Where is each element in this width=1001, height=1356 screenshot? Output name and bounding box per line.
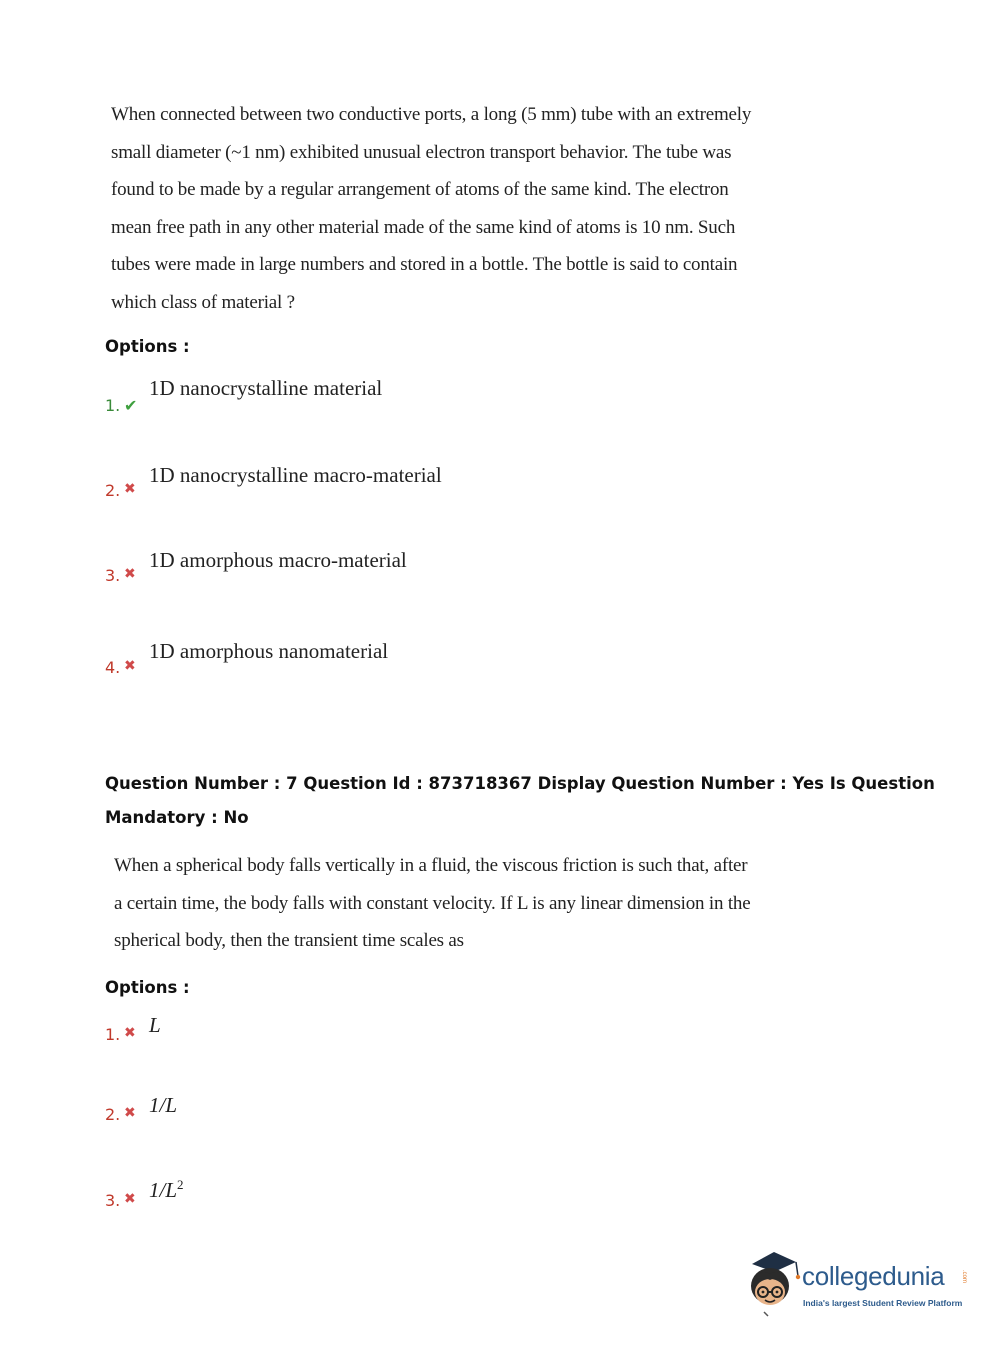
cross-icon: ✖ xyxy=(124,566,136,582)
option-1 xyxy=(105,376,705,436)
option-number: 1. xyxy=(105,396,121,415)
passage-line: found to be made by a regular arrangement of atoms of the same kind. The electron xyxy=(111,179,729,200)
option-number: 3. xyxy=(105,566,121,585)
passage-line: small diameter (~1 nm) exhibited unusual electron transport behavior. The tube was xyxy=(111,141,732,163)
cross-icon: ✖ xyxy=(124,1025,136,1041)
option-number: 1. xyxy=(105,1025,121,1044)
cross-icon: ✖ xyxy=(124,481,136,497)
option-number: 2. xyxy=(105,481,121,500)
mascot-icon xyxy=(744,1250,802,1320)
cross-icon: ✖ xyxy=(124,658,136,674)
passage-line: When connected between two conductive ports, a long (5 mm) tube with an extremely xyxy=(111,104,752,125)
option-2 xyxy=(105,1093,705,1145)
option-text-base: 1/L xyxy=(149,1178,178,1202)
option-number: 3. xyxy=(105,1191,121,1210)
passage-line: When a spherical body falls vertically in a fluid, the viscous friction is such that, after xyxy=(114,855,748,876)
cross-icon: ✖ xyxy=(124,1105,136,1121)
options-label: Options : xyxy=(105,337,190,356)
option-text xyxy=(149,1177,184,1203)
option-text: 1D nanocrystalline material xyxy=(149,376,383,400)
header-line: Mandatory : No xyxy=(105,808,249,827)
option-number: 2. xyxy=(105,1105,121,1124)
option-1 xyxy=(105,1013,705,1065)
cross-icon: ✖ xyxy=(124,1191,136,1207)
passage-line: tubes were made in large numbers and stored in a bottle. The bottle is said to contain xyxy=(111,254,738,275)
option-text: 1D amorphous macro-material xyxy=(149,548,407,572)
question-6-passage xyxy=(111,96,752,321)
option-3 xyxy=(105,1177,705,1231)
option-text: 1D nanocrystalline macro-material xyxy=(149,463,442,487)
logo-suffix: .com xyxy=(961,1270,967,1284)
question-7-header xyxy=(105,767,935,835)
option-text: L xyxy=(149,1013,161,1037)
logo-tagline: India's largest Student Review Platform xyxy=(803,1298,963,1308)
option-text-exponent: 2 xyxy=(177,1177,184,1192)
option-text: 1/L xyxy=(149,1093,178,1117)
options-label: Options : xyxy=(105,978,190,997)
passage-line: mean free path in any other material made of the same kind of atoms is 10 nm. Such xyxy=(111,216,736,238)
option-2 xyxy=(105,463,705,521)
option-3 xyxy=(105,548,705,606)
passage-line: spherical body, then the transient time scales as xyxy=(114,930,464,951)
passage-line: which class of material ? xyxy=(111,291,295,313)
header-line: Question Number : 7 Question Id : 873718367 Display Question Number : Yes Is Question xyxy=(105,774,935,793)
passage-line: a certain time, the body falls with constant velocity. If L is any linear dimension in the xyxy=(114,892,751,914)
logo-wordmark: collegedunia xyxy=(802,1261,945,1291)
question-7-passage xyxy=(114,847,751,960)
option-text: 1D amorphous nanomaterial xyxy=(149,639,389,663)
option-4 xyxy=(105,639,705,698)
check-icon: ✔ xyxy=(124,396,138,415)
collegedunia-logo xyxy=(744,1250,974,1320)
option-number: 4. xyxy=(105,658,121,677)
